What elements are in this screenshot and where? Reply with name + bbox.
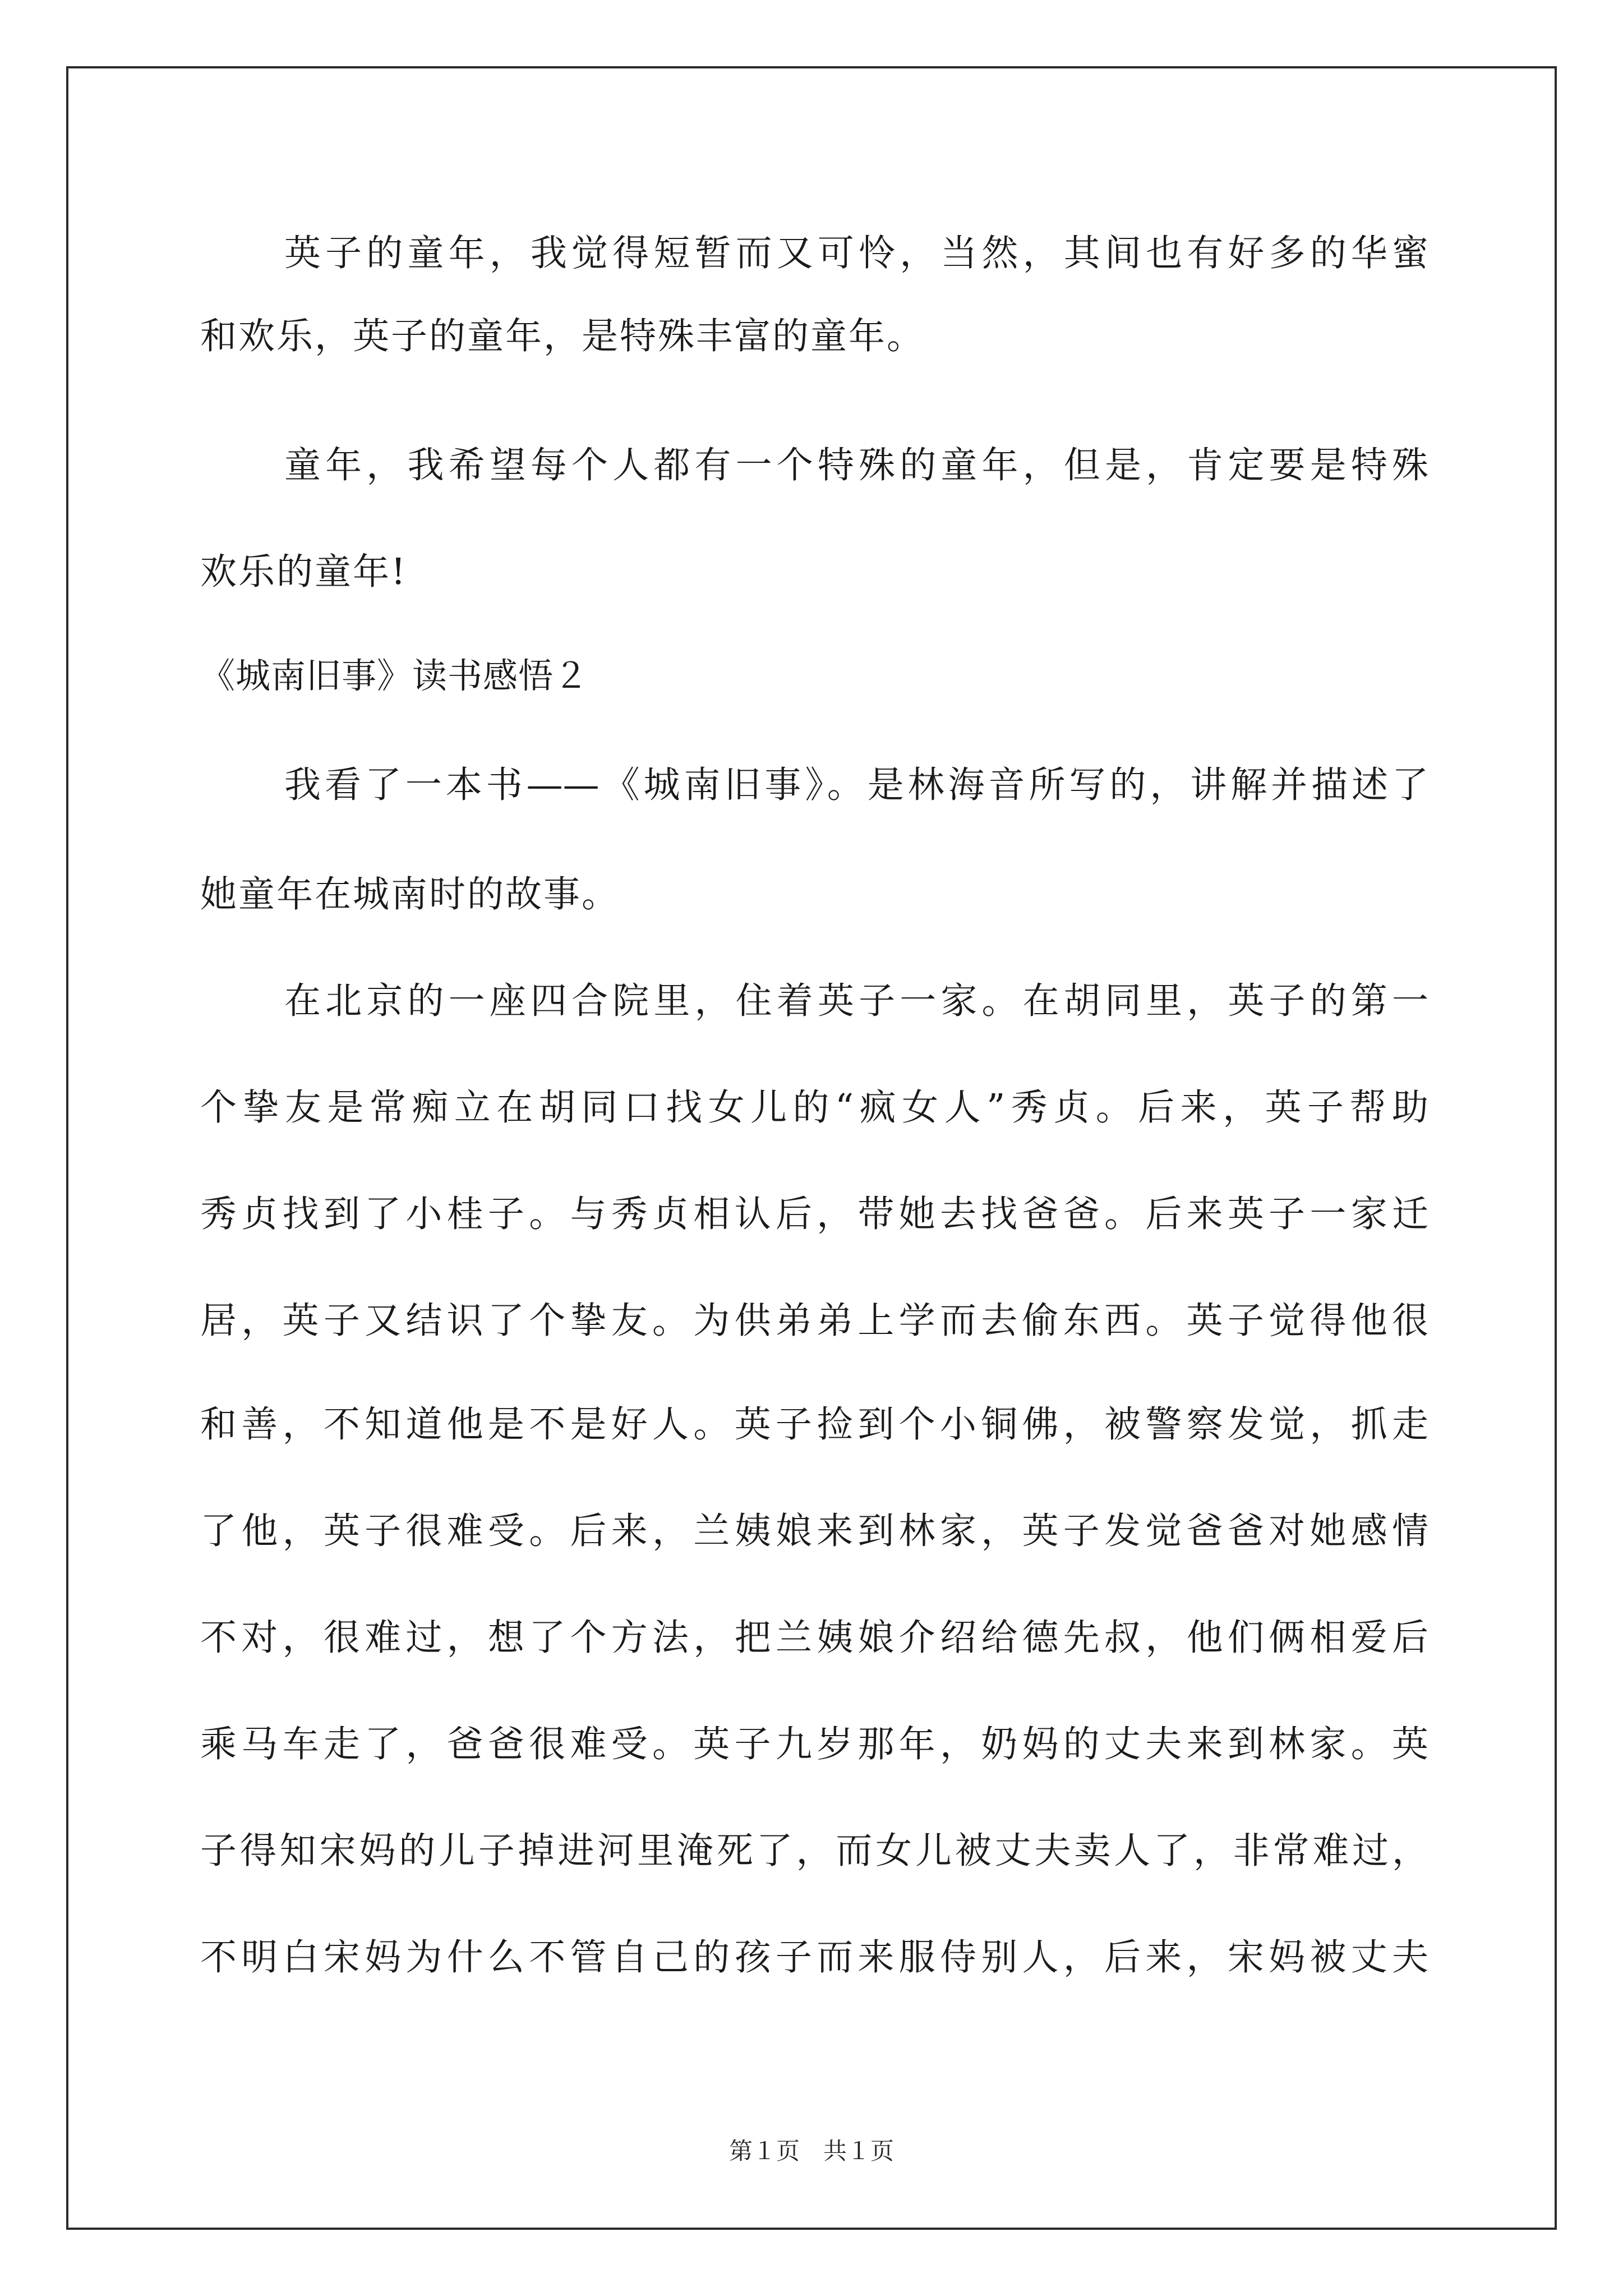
page-number-footer: 第１页 共１页 — [728, 2137, 894, 2165]
paragraph-line: 我看了一本书——《城南旧事》。是林海音所写的，讲解并描述了 — [284, 764, 1428, 806]
paragraph-line: 童年，我希望每个人都有一个特殊的童年，但是，肯定要是特殊 — [284, 444, 1428, 486]
paragraph-line: 和善，不知道他是不是好人。英子捡到个小铜佛，被警察发觉，抓走 — [200, 1404, 1428, 1446]
paragraph-line: 秀贞找到了小桂子。与秀贞相认后，带她去找爸爸。后来英子一家迁 — [200, 1193, 1428, 1235]
paragraph-line: 英子的童年，我觉得短暂而又可怜，当然，其间也有好多的华蜜 — [284, 232, 1428, 274]
paragraph-line: 了他，英子很难受。后来，兰姨娘来到林家，英子发觉爸爸对她感情 — [200, 1510, 1428, 1552]
paragraph-line: 不明白宋妈为什么不管自己的孩子而来服侍别人，后来，宋妈被丈夫 — [200, 1936, 1428, 1978]
paragraph-line: 欢乐的童年! — [200, 551, 408, 593]
paragraph-line: 不对，很难过，想了个方法，把兰姨娘介绍给德先叔，他们俩相爱后 — [200, 1617, 1428, 1659]
paragraph-line: 在北京的一座四合院里，住着英子一家。在胡同里，英子的第一 — [284, 980, 1428, 1022]
paragraph-line: 乘马车走了，爸爸很难受。英子九岁那年，奶妈的丈夫来到林家。英 — [200, 1723, 1428, 1765]
paragraph-line: 她童年在城南时的故事。 — [200, 873, 620, 915]
paragraph-line: 和欢乐，英子的童年，是特殊丰富的童年。 — [200, 315, 925, 357]
paragraph-line: 子得知宋妈的儿子掉进河里淹死了，而女儿被丈夫卖人了，非常难过， — [200, 1830, 1428, 1872]
page-border — [66, 66, 1557, 2230]
paragraph-line: 个挚友是常痴立在胡同口找女儿的“疯女人”秀贞。后来，英子帮助 — [200, 1087, 1428, 1129]
paragraph-line: 居，英子又结识了个挚友。为供弟弟上学而去偷东西。英子觉得他很 — [200, 1300, 1428, 1342]
section-heading: 《城南旧事》读书感悟２ — [200, 655, 589, 696]
